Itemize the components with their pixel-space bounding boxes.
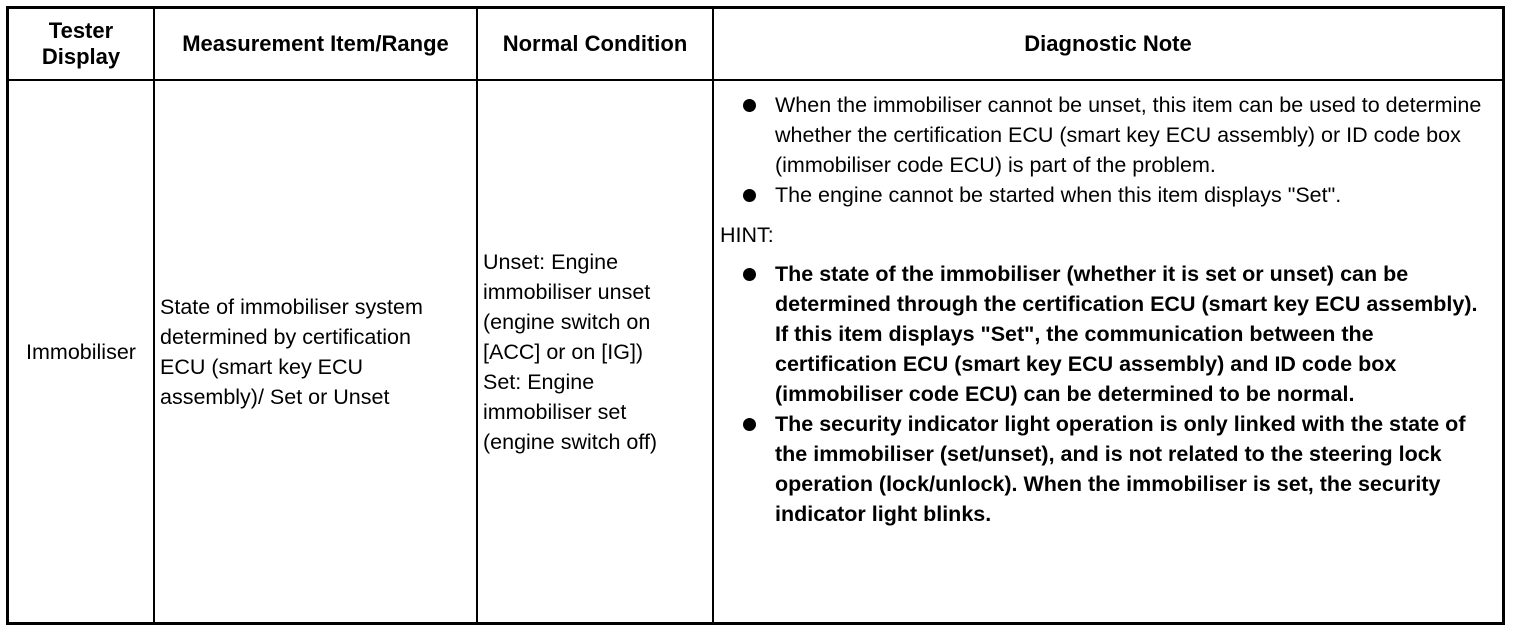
list-item	[720, 259, 1502, 409]
list-item	[720, 180, 1502, 210]
hint-label: HINT:	[720, 223, 774, 247]
diagnostic-table	[6, 6, 1505, 625]
list-item	[720, 409, 1502, 529]
notes-list	[720, 90, 1502, 210]
cell-tester-display: Immobiliser	[9, 81, 155, 622]
cell-measurement-item: State of immobiliser system determined by certification ECU (smart key ECU assembly)/ Set or Unset	[155, 81, 478, 622]
cell-normal-condition: Unset: Engine immobiliser unset (engine switch on [ACC] or on [IG]) Set: Engine immobiliser set (engine switch off)	[478, 81, 714, 622]
header-tester-display: Tester Display	[9, 9, 155, 79]
hints-list	[720, 259, 1502, 529]
header-diagnostic-note: Diagnostic Note	[1024, 31, 1192, 56]
note-text: When the immobiliser cannot be unset, this item can be used to determine whether the certification ECU (smart key ECU assembly) or ID code box (immobiliser code ECU) is part of the problem.	[775, 93, 1482, 177]
bullet-icon	[743, 189, 756, 202]
header-normal-condition: Normal Condition	[478, 9, 714, 79]
cell-diagnostic-note	[714, 81, 1502, 622]
bullet-icon	[743, 418, 756, 431]
table-header-row	[9, 9, 1502, 81]
table-row	[9, 81, 1502, 622]
bullet-icon	[743, 268, 756, 281]
list-item	[720, 90, 1502, 180]
hint-text: The state of the immobiliser (whether it is set or unset) can be determined through the certification ECU (smart key ECU assembly). If this item displays "Set", the communication between the certification ECU (smart key ECU assembly) and ID code box (immobiliser code ECU) can be determined to be normal.	[775, 262, 1478, 406]
hint-text: The security indicator light operation is only linked with the state of the immobiliser (set/unset), and is not related to the steering lock operation (lock/unlock). When the immobiliser is set, the security indicator light blinks.	[775, 412, 1466, 526]
bullet-icon	[743, 99, 756, 112]
note-text: The engine cannot be started when this item displays "Set".	[775, 183, 1342, 207]
header-measurement-item: Measurement Item/Range	[155, 9, 478, 79]
